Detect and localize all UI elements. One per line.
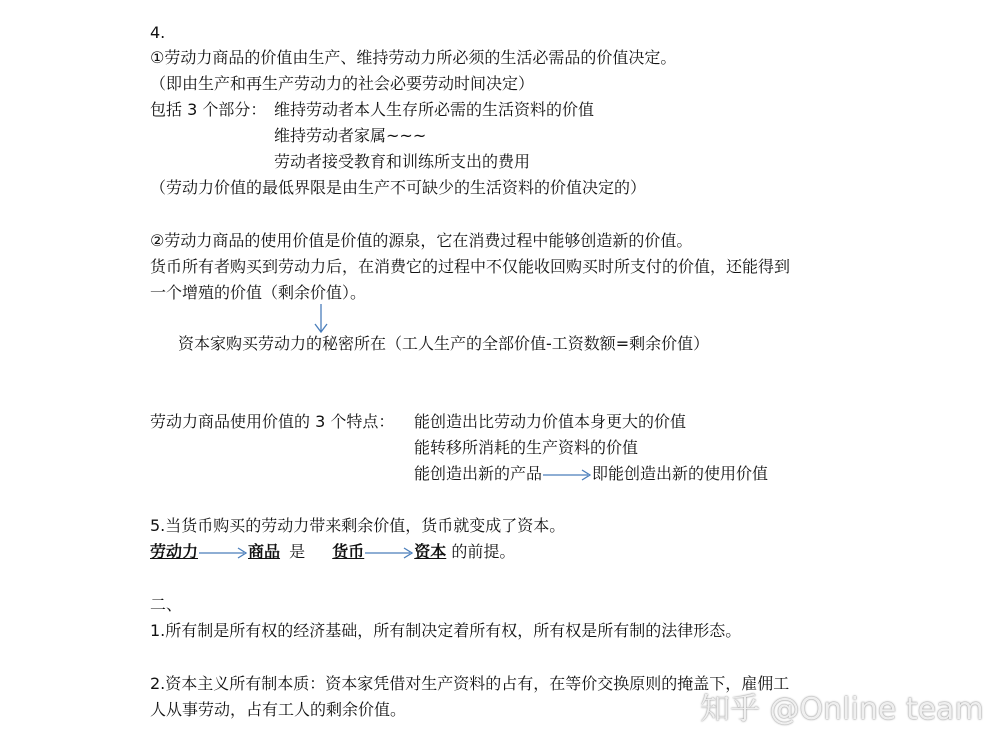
arrow-right-icon — [542, 468, 592, 482]
arrow-right-icon — [364, 546, 414, 560]
text: 是 — [289, 542, 306, 561]
list-item: 能转移所消耗的生产资料的价值 — [414, 438, 639, 457]
term: 货币 资本 — [332, 542, 447, 561]
paragraph: 一个增殖的价值（剩余价值）。 — [150, 283, 367, 302]
premise-line — [150, 542, 515, 562]
section-2-heading: 二、 — [150, 595, 183, 614]
paragraph: 人从事劳动，占有工人的剩余价值。 — [150, 700, 407, 719]
parts-label: 包括 3 个部分： — [150, 100, 267, 119]
paragraph: 货币所有者购买到劳动力后，在消费它的过程中不仅能收回购买时所支付的价值，还能得到 — [150, 257, 791, 276]
arrow-right-icon — [198, 546, 248, 560]
feature-text: 能创造出新的产品 — [414, 464, 543, 483]
paragraph: 资本家购买劳动力的秘密所在（工人生产的全部价值-工资数额=剩余价值） — [178, 334, 710, 353]
list-item — [414, 464, 768, 484]
paragraph: 2.资本主义所有制本质：资本家凭借对生产资料的占有，在等价交换原则的掩盖下，雇佣工 — [150, 674, 790, 693]
paragraph: （劳动力价值的最低界限是由生产不可缺少的生活资料的价值决定的） — [150, 178, 647, 197]
paragraph: 5.当货币购买的劳动力带来剩余价值，货币就变成了资本。 — [150, 516, 566, 535]
paragraph: （即由生产和再生产劳动力的社会必要劳动时间决定） — [150, 74, 535, 93]
term: 劳动力 商品 — [150, 542, 281, 561]
paragraph: ②劳动力商品的使用价值是价值的源泉，它在消费过程中能够创造新的价值。 — [150, 231, 693, 250]
text: 的前提。 — [451, 542, 516, 561]
feature-result: 即能创造出新的使用价值 — [592, 464, 769, 483]
list-item: 劳动者接受教育和训练所支出的费用 — [274, 152, 531, 171]
list-item: 能创造出比劳动力价值本身更大的价值 — [414, 412, 687, 431]
paragraph: ①劳动力商品的价值由生产、维持劳动力所必须的生活必需品的价值决定。 — [150, 48, 677, 67]
features-label: 劳动力商品使用价值的 3 个特点： — [150, 412, 395, 431]
paragraph: 1.所有制是所有权的经济基础，所有制决定着所有权，所有权是所有制的法律形态。 — [150, 621, 742, 640]
list-item: 维持劳动者本人生存所必需的生活资料的价值 — [274, 100, 595, 119]
arrow-down-icon — [313, 304, 329, 334]
watermark: 知乎 @Online team — [700, 692, 984, 727]
section-4-heading: 4. — [150, 23, 166, 42]
list-item: 维持劳动者家属~~~ — [274, 126, 427, 145]
